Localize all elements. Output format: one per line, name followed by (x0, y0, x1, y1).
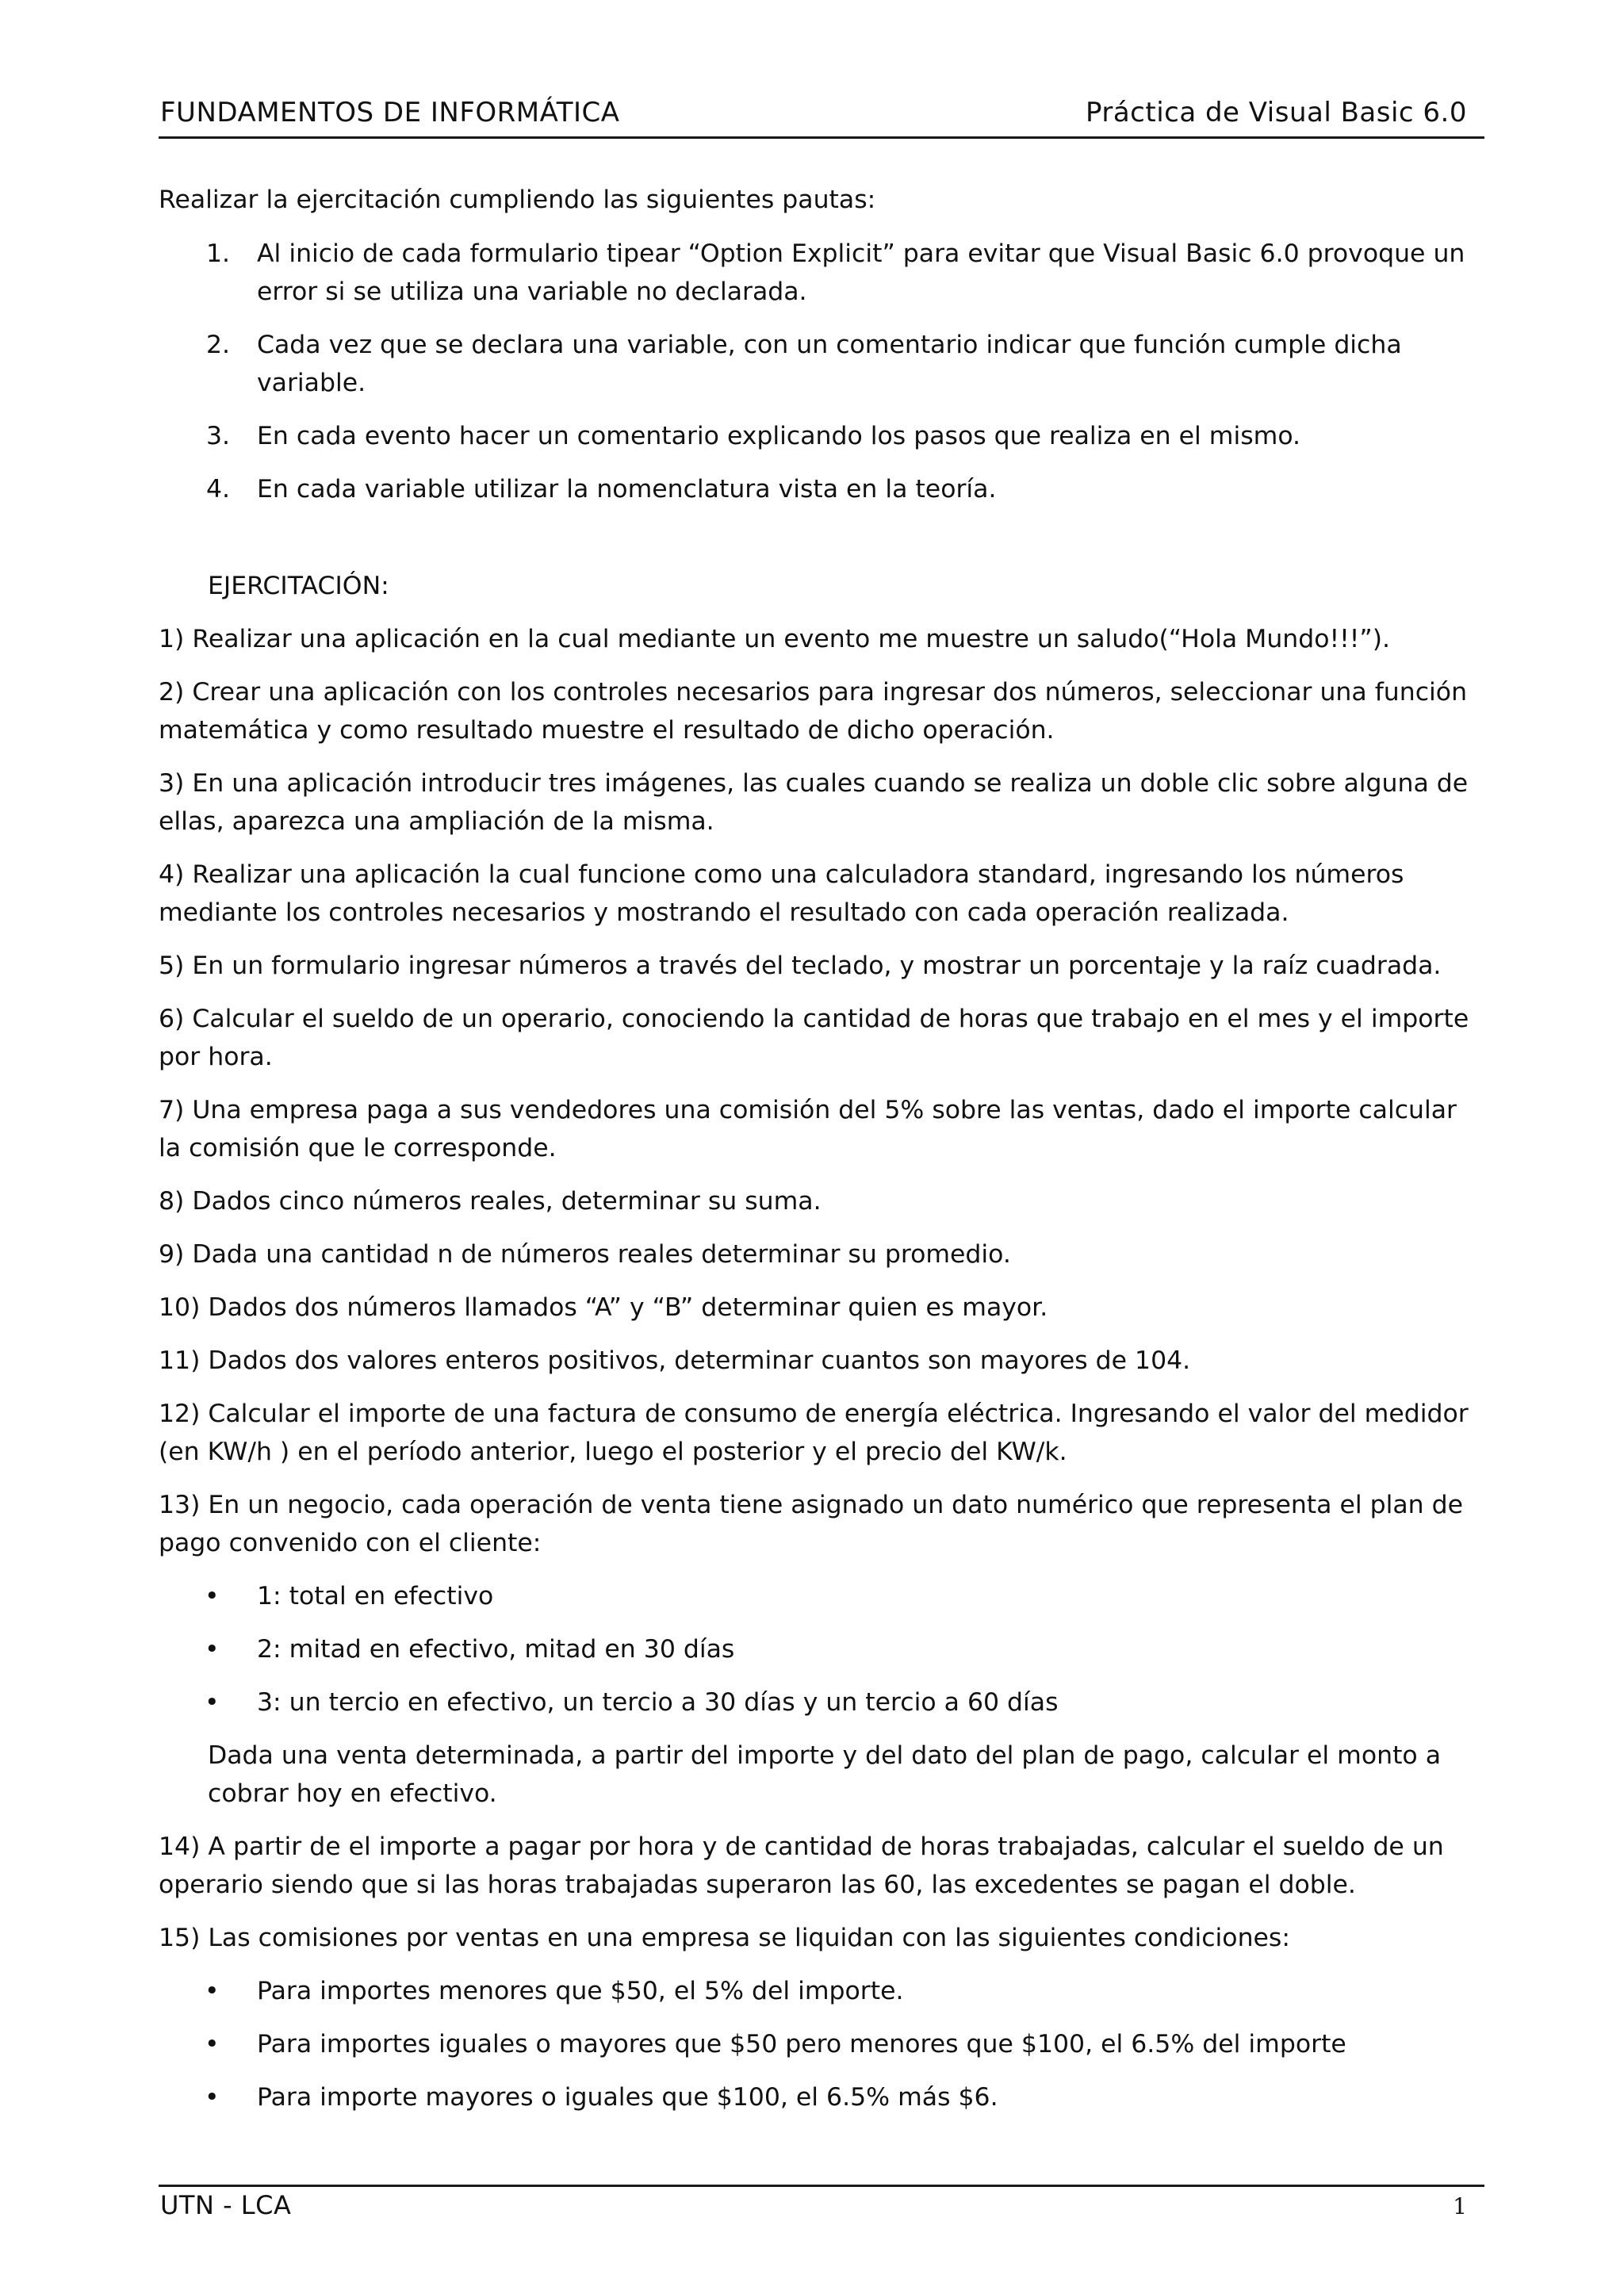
rule-number: 4. (206, 475, 231, 504)
exercise-1: 1) Realizar una aplicación en la cual mediante un evento me muestre un saludo(“Hola Mundo!!!”). (159, 625, 1391, 653)
page-header (159, 95, 1484, 139)
list-item (159, 2025, 1475, 2063)
rule-item (159, 417, 1475, 455)
rule-number: 2. (206, 331, 231, 359)
rule-text: En cada variable utilizar la nomenclatura vista en la teoría. (257, 475, 997, 504)
rule-item (159, 235, 1475, 311)
list-item-text: Para importe mayores o iguales que $100, el 6.5% más $6. (257, 2083, 998, 2112)
exercise-13-note: Dada una venta determinada, a partir del importe y del dato del plan de pago, calcular el monto a cobrar hoy en efectivo. (208, 1741, 1442, 1808)
page-number: 1 (1453, 2193, 1467, 2219)
exercise-8: 8) Dados cinco números reales, determinar su suma. (159, 1187, 822, 1216)
document-body (159, 181, 1475, 2131)
bullet-icon: • (205, 2083, 220, 2112)
exercise-5: 5) En un formulario ingresar números a través del teclado, y mostrar un porcentaje y la raíz cuadrada. (159, 952, 1442, 980)
list-item-text: 1: total en efectivo (257, 1582, 494, 1610)
exercise-14: 14) A partir de el importe a pagar por hora y de cantidad de horas trabajadas, calcular el sueldo de un operario siendo que si las horas trabajadas superaron las 60, las excedentes se pagan el doble. (159, 1833, 1444, 1899)
section-title: EJERCITACIÓN: (208, 572, 389, 600)
exercise-15-conditions (159, 1972, 1475, 2116)
footer-institution: UTN - LCA (160, 2190, 292, 2220)
list-item-text: Para importes iguales o mayores que $50 pero menores que $100, el 6.5% del importe (257, 2030, 1346, 2058)
exercise-15: 15) Las comisiones por ventas en una empresa se liquidan con las siguientes condiciones: (159, 1924, 1290, 1952)
exercise-4: 4) Realizar una aplicación la cual funcione como una calculadora standard, ingresando los números mediante los controles necesarios y mostrando el resultado con cada operación realizada. (159, 860, 1404, 927)
rule-item (159, 326, 1475, 402)
list-item (159, 1683, 1475, 1721)
intro-text: Realizar la ejercitación cumpliendo las siguientes pautas: (159, 186, 876, 214)
page-footer (159, 2185, 1484, 2220)
rule-text: Cada vez que se declara una variable, con un comentario indicar que función cumple dicha variable. (257, 331, 1402, 397)
exercise-6: 6) Calcular el sueldo de un operario, conociendo la cantidad de horas que trabajo en el mes y el importe por hora. (159, 1005, 1469, 1071)
exercise-12: 12) Calcular el importe de una factura de consumo de energía eléctrica. Ingresando el valor del medidor (en KW/h ) en el período anterior, luego el posterior y el precio del KW/k. (159, 1400, 1469, 1466)
rule-text: Al inicio de cada formulario tipear “Option Explicit” para evitar que Visual Basic 6.0 provoque un error si se utiliza una variable no declarada. (257, 239, 1465, 306)
exercise-13: 13) En un negocio, cada operación de venta tiene asignado un dato numérico que representa el plan de pago convenido con el cliente: (159, 1491, 1463, 1557)
exercise-2: 2) Crear una aplicación con los controles necesarios para ingresar dos números, seleccionar una función matemática y como resultado muestre el resultado de dicho operación. (159, 678, 1468, 745)
rule-number: 3. (206, 422, 231, 450)
exercise-10: 10) Dados dos números llamados “A” y “B” determinar quien es mayor. (159, 1293, 1048, 1322)
exercise-3: 3) En una aplicación introducir tres imágenes, las cuales cuando se realiza un doble clic sobre alguna de ellas, aparezca una ampliación de la misma. (159, 769, 1469, 836)
rule-text: En cada evento hacer un comentario explicando los pasos que realiza en el mismo. (257, 422, 1301, 450)
exercise-11: 11) Dados dos valores enteros positivos, determinar cuantos son mayores de 104. (159, 1346, 1191, 1375)
rule-item (159, 470, 1475, 508)
bullet-icon: • (205, 2030, 220, 2058)
exercise-13-options (159, 1577, 1475, 1721)
list-item-text: 2: mitad en efectivo, mitad en 30 días (257, 1635, 735, 1664)
list-item (159, 2078, 1475, 2116)
exercise-9: 9) Dada una cantidad n de números reales determinar su promedio. (159, 1240, 1011, 1269)
bullet-icon: • (205, 1582, 220, 1610)
bullet-icon: • (205, 1688, 220, 1717)
list-item-text: 3: un tercio en efectivo, un tercio a 30 días y un tercio a 60 días (257, 1688, 1059, 1717)
bullet-icon: • (205, 1977, 220, 2005)
header-practice-title: Práctica de Visual Basic 6.0 (1085, 97, 1467, 128)
list-item (159, 1630, 1475, 1668)
list-item (159, 1577, 1475, 1615)
rule-number: 1. (206, 239, 231, 268)
list-item (159, 1972, 1475, 2010)
list-item-text: Para importes menores que $50, el 5% del importe. (257, 1977, 904, 2005)
bullet-icon: • (205, 1635, 220, 1664)
exercise-7: 7) Una empresa paga a sus vendedores una comisión del 5% sobre las ventas, dado el importe calcular la comisión que le corresponde. (159, 1096, 1457, 1162)
rules-list (159, 235, 1475, 508)
header-course-title: FUNDAMENTOS DE INFORMÁTICA (160, 97, 620, 128)
